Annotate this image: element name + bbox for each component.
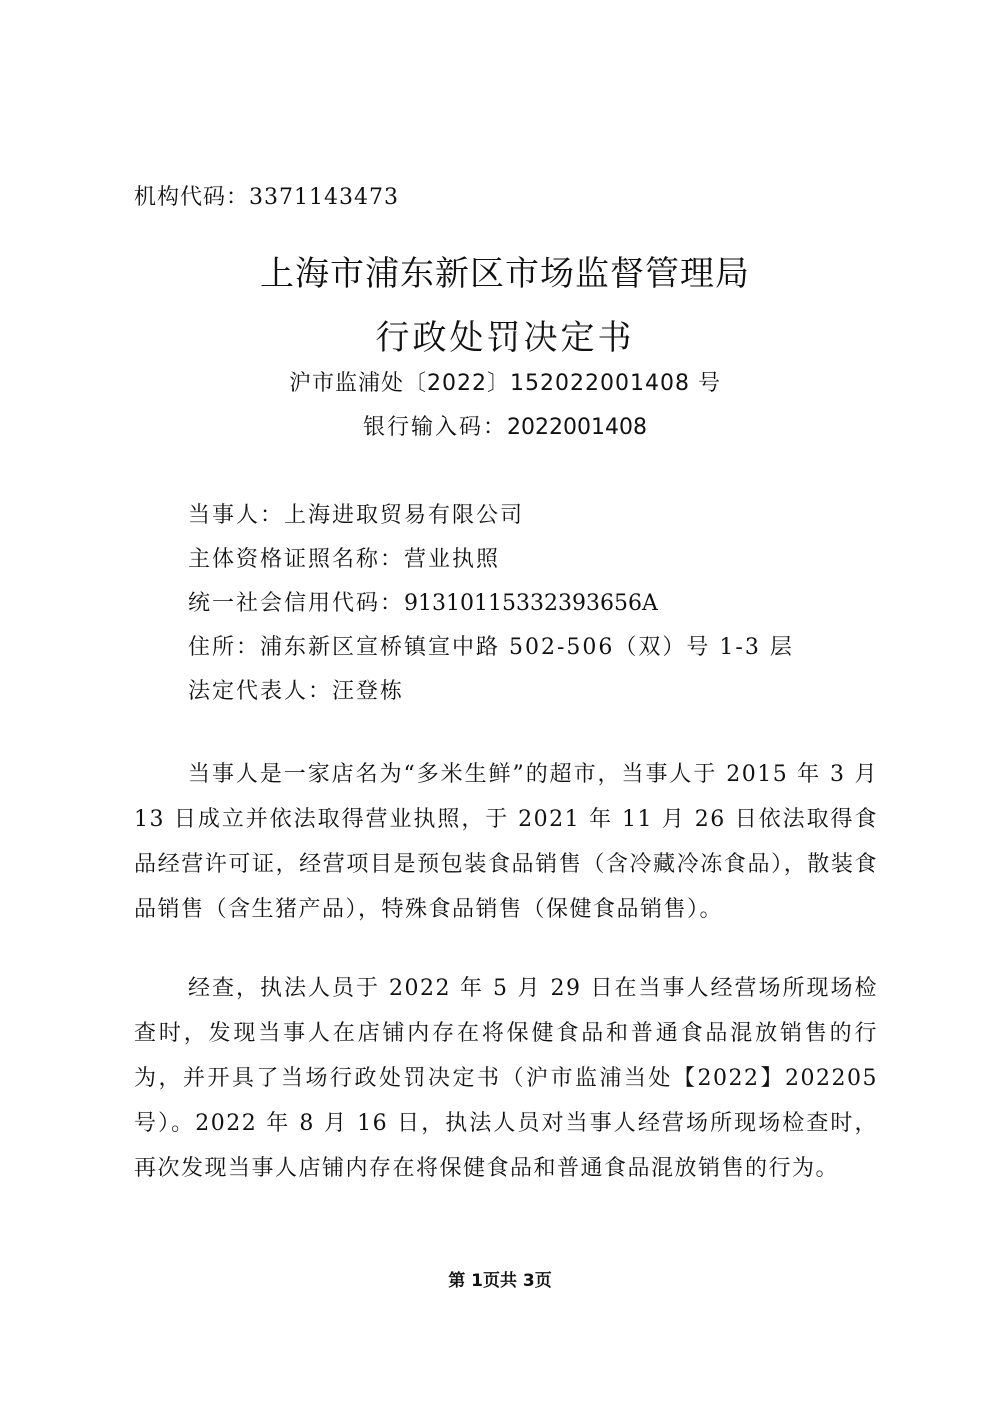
document-title: 行政处罚决定书 xyxy=(375,318,635,358)
license-label: 主体资格证照名称： xyxy=(188,547,405,572)
doc-number-value: 152022001408 xyxy=(510,371,690,396)
party-name-label: 当事人： xyxy=(188,503,285,528)
legal-rep-value: 汪登栋 xyxy=(332,679,405,704)
legal-rep-line xyxy=(188,674,404,705)
credit-code-label: 统一社会信用代码： xyxy=(188,591,405,616)
license-value: 营业执照 xyxy=(404,547,501,572)
document-number xyxy=(0,366,1000,397)
issuing-authority-title: 上海市浦东新区市场监督管理局 xyxy=(260,254,750,294)
address-label: 住所： xyxy=(188,635,261,660)
bank-code-value: 2022001408 xyxy=(507,415,647,440)
org-code xyxy=(134,180,399,211)
credit-code-line xyxy=(188,586,658,617)
address-value: 浦东新区宣桥镇宣中路 502-506（双）号 1-3 层 xyxy=(260,635,794,660)
party-name-line xyxy=(188,498,524,529)
doc-number-suffix: 号 xyxy=(690,371,721,396)
body-paragraph-1: 当事人是一家店名为“多米生鲜”的超市，当事人于 2015 年 3 月 13 日成立并依法取得营业执照，于 2021 年 11 月 26 日依法取得食品经营许可证，经营项目是预包装食品销售（含冷藏冷冻食品），散装食品销售（含生猪产品），特殊食品销售（保健食品销售）。 xyxy=(134,762,878,922)
doc-number-prefix: 沪市监浦处〔 xyxy=(289,371,428,396)
address-line xyxy=(188,630,794,661)
bank-input-code xyxy=(0,410,1000,441)
doc-number-bracket: 〕 xyxy=(487,371,511,396)
org-code-value: 3371143473 xyxy=(249,185,399,210)
body-paragraph-2: 经查，执法人员于 2022 年 5 月 29 日在当事人经营场所现场检查时，发现当事人在店铺内存在将保健食品和普通食品混放销售的行为，并开具了当场行政处罚决定书（沪市监浦当处【2022】202205 号）。2022 年 8 月 16 日，执法人员对当事人经营场所现场检查时，再次发现当事人店铺内存在将保健食品和普通食品混放销售的行为。 xyxy=(134,976,878,1181)
party-name-value: 上海进取贸易有限公司 xyxy=(284,503,525,528)
org-code-label: 机构代码： xyxy=(134,185,250,210)
credit-code-value: 91310115332393656A xyxy=(404,591,658,616)
legal-rep-label: 法定代表人： xyxy=(188,679,333,704)
bank-code-label: 银行输入码： xyxy=(363,415,508,440)
page-indicator: 第 1页共 3页 xyxy=(448,1271,552,1291)
license-line xyxy=(188,542,500,573)
doc-number-year: 2022 xyxy=(427,371,488,396)
